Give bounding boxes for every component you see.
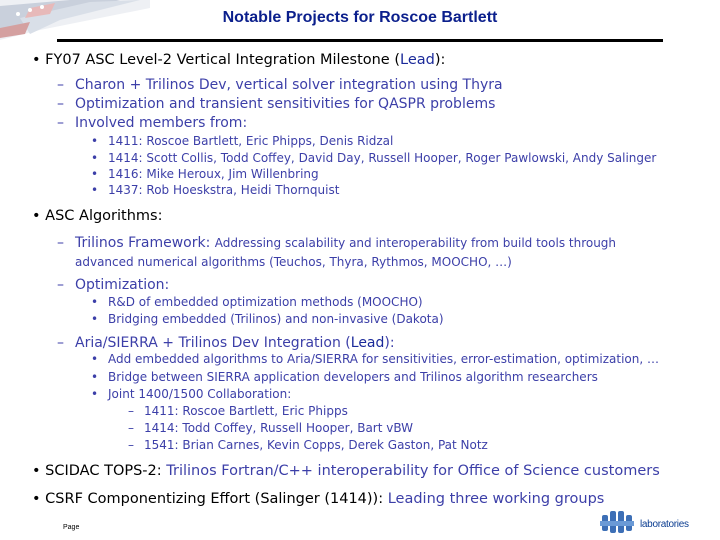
aria-sub-item	[91, 387, 291, 401]
fy07-sub-item	[57, 96, 495, 112]
bullet-marker: •	[91, 183, 99, 197]
dash-marker: –	[57, 96, 64, 112]
aria-sub-item	[91, 370, 598, 384]
framework-label: Trilinos Framework:	[75, 235, 211, 251]
bullet-marker: •	[91, 134, 99, 148]
aria-label-pre: Aria/SIERRA + Trilinos Dev Integration (	[75, 335, 351, 351]
bullet-marker: •	[32, 52, 41, 68]
dash-marker: –	[57, 115, 64, 131]
member-item	[91, 151, 656, 165]
sandia-logo	[600, 505, 720, 540]
section-csrf-desc: Leading three working groups	[387, 491, 605, 507]
framework-item	[57, 235, 616, 251]
dash-marker: –	[128, 438, 134, 452]
aria-sub-text: Joint 1400/1500 Collaboration:	[108, 387, 292, 401]
section-scidac-head: SCIDAC TOPS-2:	[45, 463, 162, 479]
section-csrf	[32, 491, 604, 507]
member-text: 1411: Roscoe Bartlett, Eric Phipps, Denis Ridzal	[108, 134, 394, 148]
bullet-marker: •	[91, 352, 99, 366]
fy07-sub-item	[57, 115, 247, 131]
dash-marker: –	[57, 235, 64, 251]
aria-sub-text: Add embedded algorithms to Aria/SIERRA for sensitivities, error-estimation, optimization, …	[108, 352, 659, 366]
bullet-marker: •	[32, 491, 41, 507]
section-fy07	[32, 52, 445, 68]
logo-text: laboratories	[640, 519, 689, 530]
collab-item	[128, 404, 348, 418]
bullet-marker: •	[32, 208, 41, 224]
dash-marker: –	[128, 421, 134, 435]
fy07-sub-text: Optimization and transient sensitivities for QASPR problems	[75, 96, 496, 112]
collab-text: 1411: Roscoe Bartlett, Eric Phipps	[144, 404, 348, 418]
optimization-sub-text: R&D of embedded optimization methods (MOOCHO)	[108, 295, 423, 309]
member-text: 1416: Mike Heroux, Jim Willenbring	[108, 167, 319, 181]
member-item	[91, 134, 393, 148]
logo-mark-icon	[600, 509, 636, 539]
section-asc-algorithms	[32, 208, 162, 224]
dash-marker: –	[57, 277, 64, 293]
aria-sub-item	[91, 352, 659, 366]
collab-item	[128, 438, 488, 452]
dash-marker: –	[57, 77, 64, 93]
bullet-marker: •	[91, 387, 99, 401]
optimization-label: Optimization:	[75, 277, 170, 293]
bullet-marker: •	[91, 295, 99, 309]
fy07-sub-item	[57, 77, 503, 93]
dash-marker: –	[57, 335, 64, 351]
section-scidac-desc: Trilinos Fortran/C++ interoperability for Office of Science customers	[166, 463, 660, 479]
dash-marker: –	[128, 404, 134, 418]
optimization-item	[57, 277, 169, 293]
title-underline	[57, 39, 663, 42]
section-scidac	[32, 463, 660, 479]
aria-sub-text: Bridge between SIERRA application developers and Trilinos algorithm researchers	[108, 370, 598, 384]
page-title: Notable Projects for Roscoe Bartlett	[222, 9, 498, 26]
framework-desc: Addressing scalability and interoperability from build tools through	[214, 236, 617, 250]
bullet-marker: •	[32, 463, 41, 479]
collab-text: 1414: Todd Coffey, Russell Hooper, Bart vBW	[144, 421, 414, 435]
bullet-marker: •	[91, 167, 99, 181]
section-fy07-head-pre: FY07 ASC Level-2 Vertical Integration Milestone (	[45, 52, 400, 68]
optimization-sub-item	[91, 312, 444, 326]
aria-item	[57, 335, 395, 351]
member-item	[91, 183, 339, 197]
page-label: Page	[63, 524, 80, 531]
member-item	[91, 167, 319, 181]
section-asc-head: ASC Algorithms:	[45, 208, 163, 224]
bullet-marker: •	[91, 370, 99, 384]
fy07-sub-text: Involved members from:	[75, 115, 248, 131]
member-text: 1437: Rob Hoeskstra, Heidi Thornquist	[108, 183, 340, 197]
member-text: 1414: Scott Collis, Todd Coffey, David Day, Russell Hooper, Roger Pawlowski, Andy Salinger	[108, 151, 657, 165]
section-csrf-head: CSRF Componentizing Effort (Salinger (1414)):	[45, 491, 384, 507]
bullet-marker: •	[91, 151, 99, 165]
collab-text: 1541: Brian Carnes, Kevin Copps, Derek Gaston, Pat Notz	[144, 438, 488, 452]
lead-label: Lead	[400, 52, 435, 68]
optimization-sub-item	[91, 295, 423, 309]
fy07-sub-text: Charon + Trilinos Dev, vertical solver integration using Thyra	[75, 77, 503, 93]
framework-desc-cont: advanced numerical algorithms (Teuchos, Thyra, Rythmos, MOOCHO, …)	[75, 255, 512, 269]
bullet-marker: •	[91, 312, 99, 326]
aria-label-post: ):	[384, 335, 395, 351]
section-fy07-head-post: ):	[434, 52, 446, 68]
optimization-sub-text: Bridging embedded (Trilinos) and non-invasive (Dakota)	[108, 312, 444, 326]
collab-item	[128, 421, 413, 435]
lead-label: Lead	[350, 335, 385, 351]
